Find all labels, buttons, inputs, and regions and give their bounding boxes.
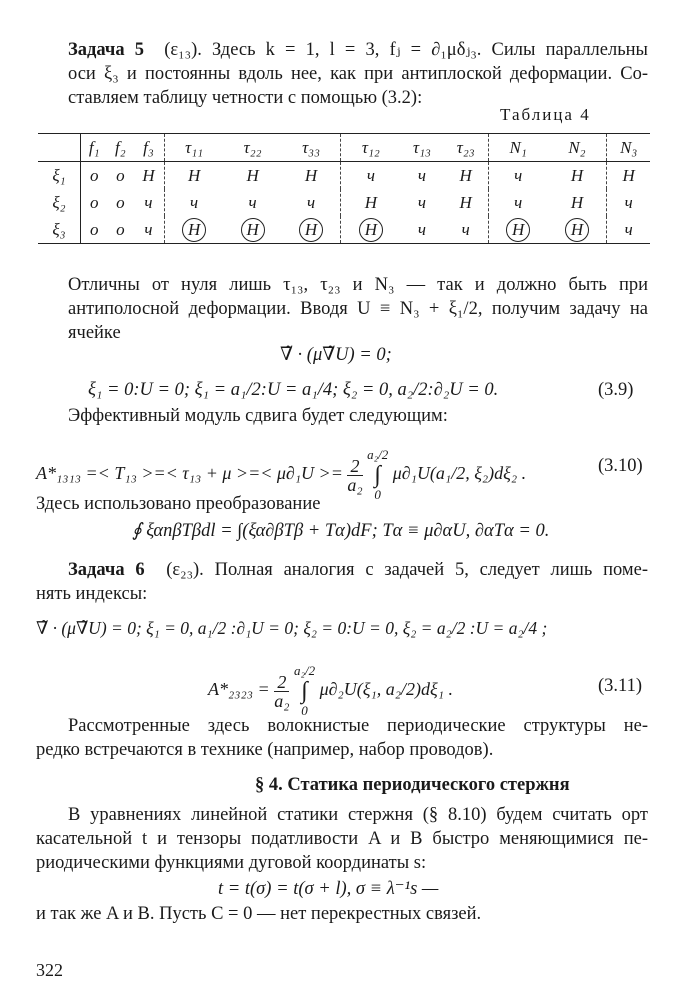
para3-line2: нять индексы: [36, 584, 148, 604]
table-header-cell: N₂ [548, 134, 607, 162]
table-caption: Таблица 4 [500, 105, 591, 124]
circled-value: H [241, 218, 265, 242]
fraction-numerator: 2 [347, 457, 362, 476]
integral-lower: 0 [301, 703, 308, 718]
table-cell: ч [133, 216, 164, 244]
circled-value: H [506, 218, 530, 242]
effective-modulus-line: Эффективный модуль сдвига будет следующим: [68, 406, 448, 426]
circled-value: H [182, 218, 206, 242]
para4-line2: редко встречаются в технике (например, набор проводов). [36, 740, 494, 760]
eqno-3-10: (3.10) [598, 456, 643, 476]
table-header-cell: N₁ [488, 134, 547, 162]
integral-sign-icon: ∫ [301, 678, 308, 704]
table-cell [548, 216, 607, 244]
formula-3-10-rhs: μ∂₁U(a₁/2, ξ₂)dξ₂ . [392, 463, 527, 484]
eqno-3-9: (3.9) [598, 380, 634, 400]
integral-limits [294, 662, 315, 720]
table-row [38, 189, 650, 216]
table-cell [282, 216, 341, 244]
para1-line2: оси ξ₃ и постоянны вдоль нее, как при антиплоской деформации. Со- [68, 64, 648, 84]
table-cell: o [107, 216, 133, 244]
formula-3-11 [208, 662, 453, 720]
table-cell: ч [417, 192, 427, 212]
fraction [347, 457, 362, 494]
para1-text1: (ε₁₃). Здесь k = 1, l = 3, fⱼ = ∂₁μδⱼ₃. Силы параллельны [164, 40, 648, 60]
fraction-denominator: a₂ [274, 690, 290, 711]
table-cell: ч [488, 189, 547, 216]
formula-task6-problem: ∇̃ · (μ∇̃U) = 0; ξ₁ = 0, a₁/2 :∂₁U = 0; ξ₂ = 0:U = 0, ξ₂ = a₂/2 :U = a₂/4 ; [36, 618, 548, 638]
table-cell: H [341, 189, 400, 216]
table-cell: o [81, 189, 108, 216]
table-header-cell: τ₁₂ [341, 134, 400, 162]
formula-3-11-rhs: μ∂₂U(ξ₁, a₂/2)dξ₁ . [319, 679, 453, 700]
table-cell: ч [248, 192, 257, 212]
table-cell: H [142, 165, 155, 185]
table-cell [488, 216, 547, 244]
table-cell: H [246, 165, 259, 185]
table-cell: ч [341, 162, 400, 190]
table-header-cell: τ₁₃ [400, 134, 443, 162]
table-cell: ч [488, 162, 547, 190]
table-cell: o [81, 216, 108, 244]
para4-line1: Рассмотренные здесь волокнистые периодические структуры не- [68, 716, 648, 736]
integral-sign-icon: ∫ [374, 462, 381, 488]
table-cell: H [607, 162, 650, 190]
circled-value: H [299, 218, 323, 242]
table-cell: ч [417, 165, 427, 185]
table-cell: o [116, 192, 125, 212]
table-cell [341, 216, 400, 244]
table-cell: H [570, 192, 584, 212]
table-cell: ξ₃ [38, 216, 81, 244]
table-cell: ч [164, 189, 223, 216]
table-cell: ч [306, 192, 316, 212]
formula-transformation: ∮ ξαnβTβdl = ∫(ξα∂βTβ + Tα)dF; Tα ≡ μ∂αU, ∂αTα = 0. [132, 521, 550, 541]
transformation-line: Здесь использовано преобразование [36, 494, 321, 514]
para2-line2: антиполосной деформации. Вводя U ≡ N₃ + ξ₁/2, получим задачу на [68, 299, 648, 319]
integral-upper: a₂/2 [293, 663, 316, 678]
parity-table [38, 133, 650, 244]
table-cell: ξ₂ [52, 192, 66, 212]
table-cell: H [459, 165, 472, 185]
integral-upper: a₂/2 [367, 447, 389, 462]
table-header-cell: N₃ [607, 134, 650, 162]
para5-line1: В уравнениях линейной статики стержня (§ 8.10) будем считать орт [68, 805, 648, 825]
table-header-cell: τ₂₂ [224, 134, 282, 162]
table-cell: ч [607, 189, 650, 216]
table-header-cell: f₂ [107, 134, 133, 162]
table-header-cell: f₁ [81, 134, 108, 162]
para1-line3: ставляем таблицу четности с помощью (3.2): [68, 88, 423, 108]
table-cell: o [81, 162, 108, 190]
para3-line1 [68, 558, 648, 582]
eqno-3-11: (3.11) [598, 676, 643, 696]
formula-cell-equation: ∇̃ · (μ∇̃U) = 0; [280, 345, 392, 365]
table-cell: ч [607, 216, 650, 244]
task5-label: Задача 5 [68, 40, 144, 60]
formula-3-11-lhs: A*₂₃₂₃ = [208, 679, 270, 700]
para1-line1 [68, 38, 648, 62]
table-header-cell: τ₂₃ [444, 134, 489, 162]
para5-line3: риодическими функциями дуговой координаты s: [36, 853, 427, 873]
table-row [38, 216, 650, 244]
para2-line1: Отличны от нуля лишь τ₁₃, τ₂₃ и N₃ — так и должно быть при [68, 275, 648, 295]
table-header-row [38, 134, 650, 162]
table-cell: H [459, 192, 472, 212]
circled-value: H [359, 218, 383, 242]
table-header-cell: f₃ [133, 134, 164, 162]
table-header-cell: τ₃₃ [282, 134, 341, 162]
section-heading: § 4. Статика периодического стержня [255, 775, 570, 795]
formula-3-9: ξ₁ = 0:U = 0; ξ₁ = a₁/2:U = a₁/4; ξ₂ = 0, a₂/2:∂₂U = 0. [88, 380, 499, 400]
fraction-numerator: 2 [274, 673, 289, 692]
circled-value: H [565, 218, 589, 242]
table-cell: ξ₁ [52, 165, 66, 185]
fraction [274, 673, 289, 710]
para2-line3: ячейке [68, 323, 121, 343]
formula-periodic-tangent: t = t(σ) = t(σ + l), σ ≡ λ⁻¹s — [218, 879, 439, 899]
table-cell: H [164, 162, 223, 190]
table-cell: ч [400, 216, 443, 244]
para5-line2: касательной t и тензоры податливости A и B быстро меняющимися пе- [36, 829, 648, 849]
formula-3-10-lhs: A*₁₃₁₃ =< T₁₃ >=< τ₁₃ + μ >=< μ∂₁U >= [36, 463, 343, 484]
para6-line: и так же A и B. Пусть C = 0 — нет перекрестных связей. [36, 904, 482, 924]
table-cell [224, 216, 282, 244]
table-cell: H [304, 165, 318, 185]
integral-lower: 0 [374, 487, 381, 502]
table-header-cell: τ₁₁ [164, 134, 223, 162]
table-header-cell [38, 134, 81, 162]
table-cell: ч [444, 216, 489, 244]
table-cell: o [116, 165, 125, 185]
task6-label: Задача 6 [68, 560, 145, 580]
para3-text1: (ε₂₃). Полная аналогия с задачей 5, следует лишь поме- [166, 560, 648, 580]
table-cell: ч [144, 192, 153, 212]
table-cell [164, 216, 223, 244]
page-number: 322 [36, 960, 63, 980]
fraction-denominator: a₂ [347, 474, 363, 495]
table-row [38, 162, 650, 190]
table-cell: H [570, 165, 584, 185]
